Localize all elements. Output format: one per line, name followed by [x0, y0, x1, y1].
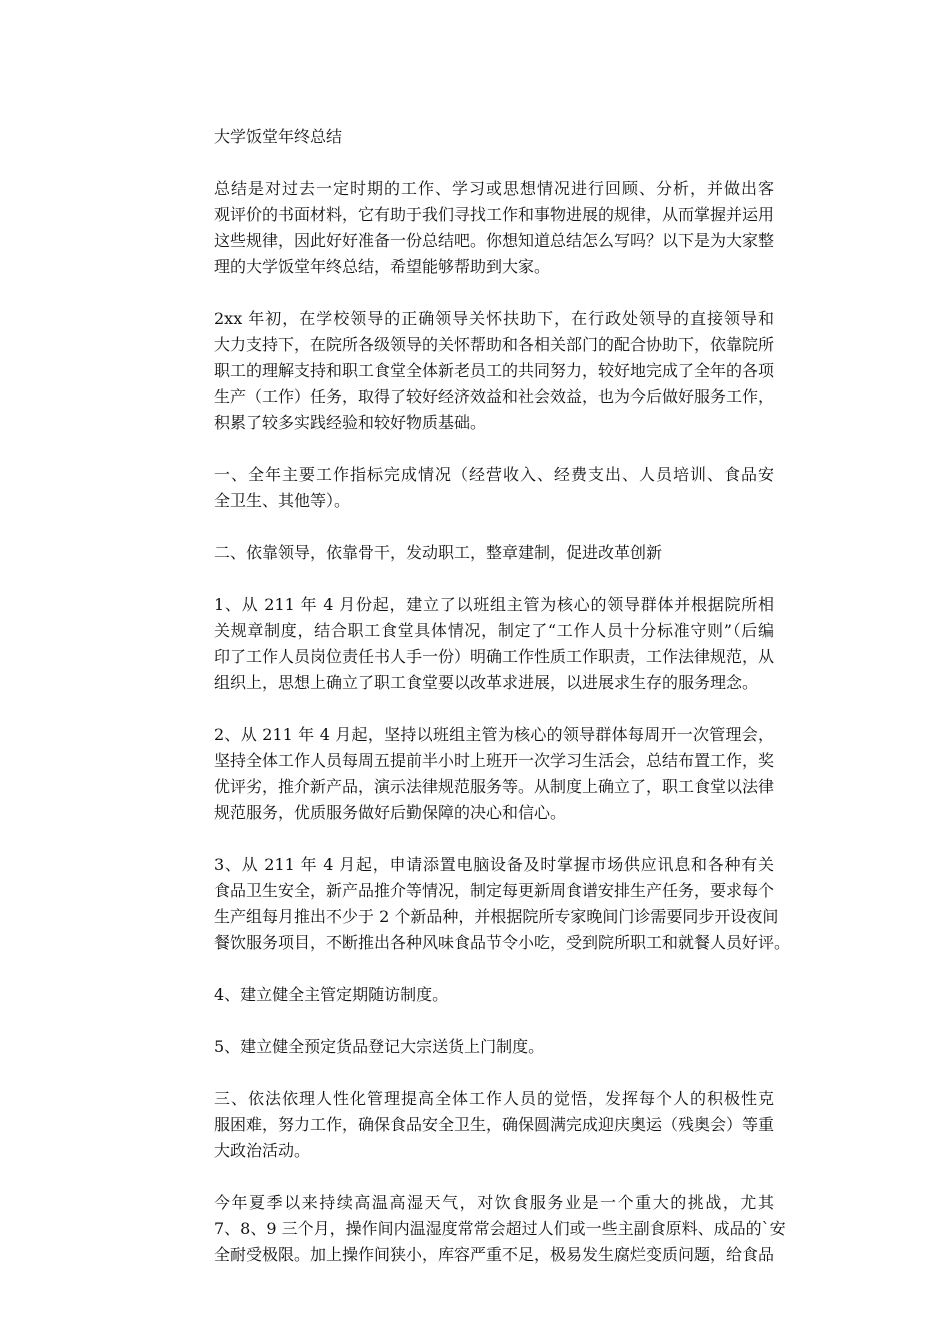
paragraph [182, 1034, 774, 1060]
paragraph [182, 982, 774, 1008]
paragraph-line: 观评价的书面材料，它有助于我们寻找工作和事物进展的规律，从而掌握并运用 [214, 205, 775, 224]
paragraph-line: 一、全年主要工作指标完成情况（经营收入、经费支出、人员培训、食品安 [214, 465, 774, 484]
paragraph-line: 全卫生、其他等）。 [214, 491, 351, 510]
paragraph [182, 592, 774, 696]
paragraph-line: 生产（工作）任务，取得了较好经济效益和社会效益，也为今后做好服务工作， [214, 387, 775, 406]
paragraph-line: 总结是对过去一定时期的工作、学习或思想情况进行回顾、分析，并做出客 [214, 179, 774, 198]
document-body [182, 176, 791, 1268]
paragraph [182, 176, 774, 280]
paragraph [182, 1086, 774, 1164]
paragraph [182, 306, 774, 436]
paragraph-line: 服困难，努力工作，确保食品安全卫生，确保圆满完成迎庆奥运（残奥会）等重 [214, 1115, 775, 1134]
paragraph-line: 5、建立健全预定货品登记大宗送货上门制度。 [214, 1037, 545, 1056]
paragraph-line: 职工的理解支持和职工食堂全体新老员工的共同努力，较好地完成了全年的各项 [214, 361, 775, 380]
paragraph [182, 462, 774, 514]
paragraph [182, 540, 774, 566]
paragraph-line: 3、从 211 年 4 月起，申请添置电脑设备及时掌握市场供应讯息和各种有关 [214, 855, 774, 874]
paragraph-line: 2xx 年初，在学校领导的正确领导关怀扶助下，在行政处领导的直接领导和 [214, 309, 774, 328]
paragraph [182, 852, 791, 956]
paragraph-line: 三、依法依理人性化管理提高全体工作人员的觉悟，发挥每个人的积极性克 [214, 1089, 774, 1108]
paragraph-line: 印了工作人员岗位责任书人手一份）明确工作性质工作职责，工作法律规范，从 [214, 647, 775, 666]
paragraph-line: 规范服务，优质服务做好后勤保障的决心和信心。 [214, 803, 567, 822]
paragraph-line: 1、从 211 年 4 月份起，建立了以班组主管为核心的领导群体并根据院所相 [214, 595, 774, 614]
paragraph-line: 优评劣，推介新产品，演示法律规范服务等。从制度上确立了，职工食堂以法律 [214, 777, 775, 796]
paragraph-line: 生产组每月推出不少于 2 个新品种，并根据院所专家晚间门诊需要同步开设夜间 [214, 907, 779, 926]
paragraph-line: 7、8、9 三个月，操作间内温湿度常常会超过人们或一些主副食原料、成品的`安 [214, 1219, 786, 1238]
paragraph-line: 4、建立健全主管定期随访制度。 [214, 985, 449, 1004]
paragraph-line: 今年夏季以来持续高温高湿天气，对饮食服务业是一个重大的挑战，尤其 [214, 1193, 774, 1212]
paragraph [182, 1190, 786, 1268]
paragraph-line: 二、依靠领导，依靠骨干，发动职工，整章建制，促进改革创新 [214, 543, 663, 562]
paragraph-line: 餐饮服务项目，不断推出各种风味食品节令小吃，受到院所职工和就餐人员好评。 [214, 933, 791, 952]
paragraph [182, 722, 774, 826]
paragraph-line: 坚持全体工作人员每周五提前半小时上班开一次学习生活会，总结布置工作，奖 [214, 751, 775, 770]
paragraph-line: 关规章制度，结合职工食堂具体情况，制定了“工作人员十分标准守则”（后编 [214, 621, 774, 640]
document-page [182, 124, 791, 1294]
document-title: 大学饭堂年终总结 [214, 127, 343, 146]
paragraph-line: 食品卫生安全，新产品推介等情况，制定每更新周食谱安排生产任务，要求每个 [214, 881, 775, 900]
paragraph-line: 全耐受极限。加上操作间狭小，库容严重不足，极易发生腐烂变质问题，给食品 [214, 1245, 775, 1264]
paragraph-line: 理的大学饭堂年终总结，希望能够帮助到大家。 [214, 257, 551, 276]
paragraph-line: 2、从 211 年 4 月起，坚持以班组主管为核心的领导群体每周开一次管理会， [214, 725, 774, 744]
paragraph-line: 大力支持下，在院所各级领导的关怀帮助和各相关部门的配合协助下，依靠院所 [214, 335, 775, 354]
paragraph-line: 积累了较多实践经验和较好物质基础。 [214, 413, 487, 432]
paragraph-line: 这些规律，因此好好准备一份总结吧。你想知道总结怎么写吗？以下是为大家整 [214, 231, 775, 250]
paragraph-line: 组织上，思想上确立了职工食堂要以改革求进展，以进展求生存的服务理念。 [214, 673, 759, 692]
paragraph-line: 大政治活动。 [214, 1141, 311, 1160]
